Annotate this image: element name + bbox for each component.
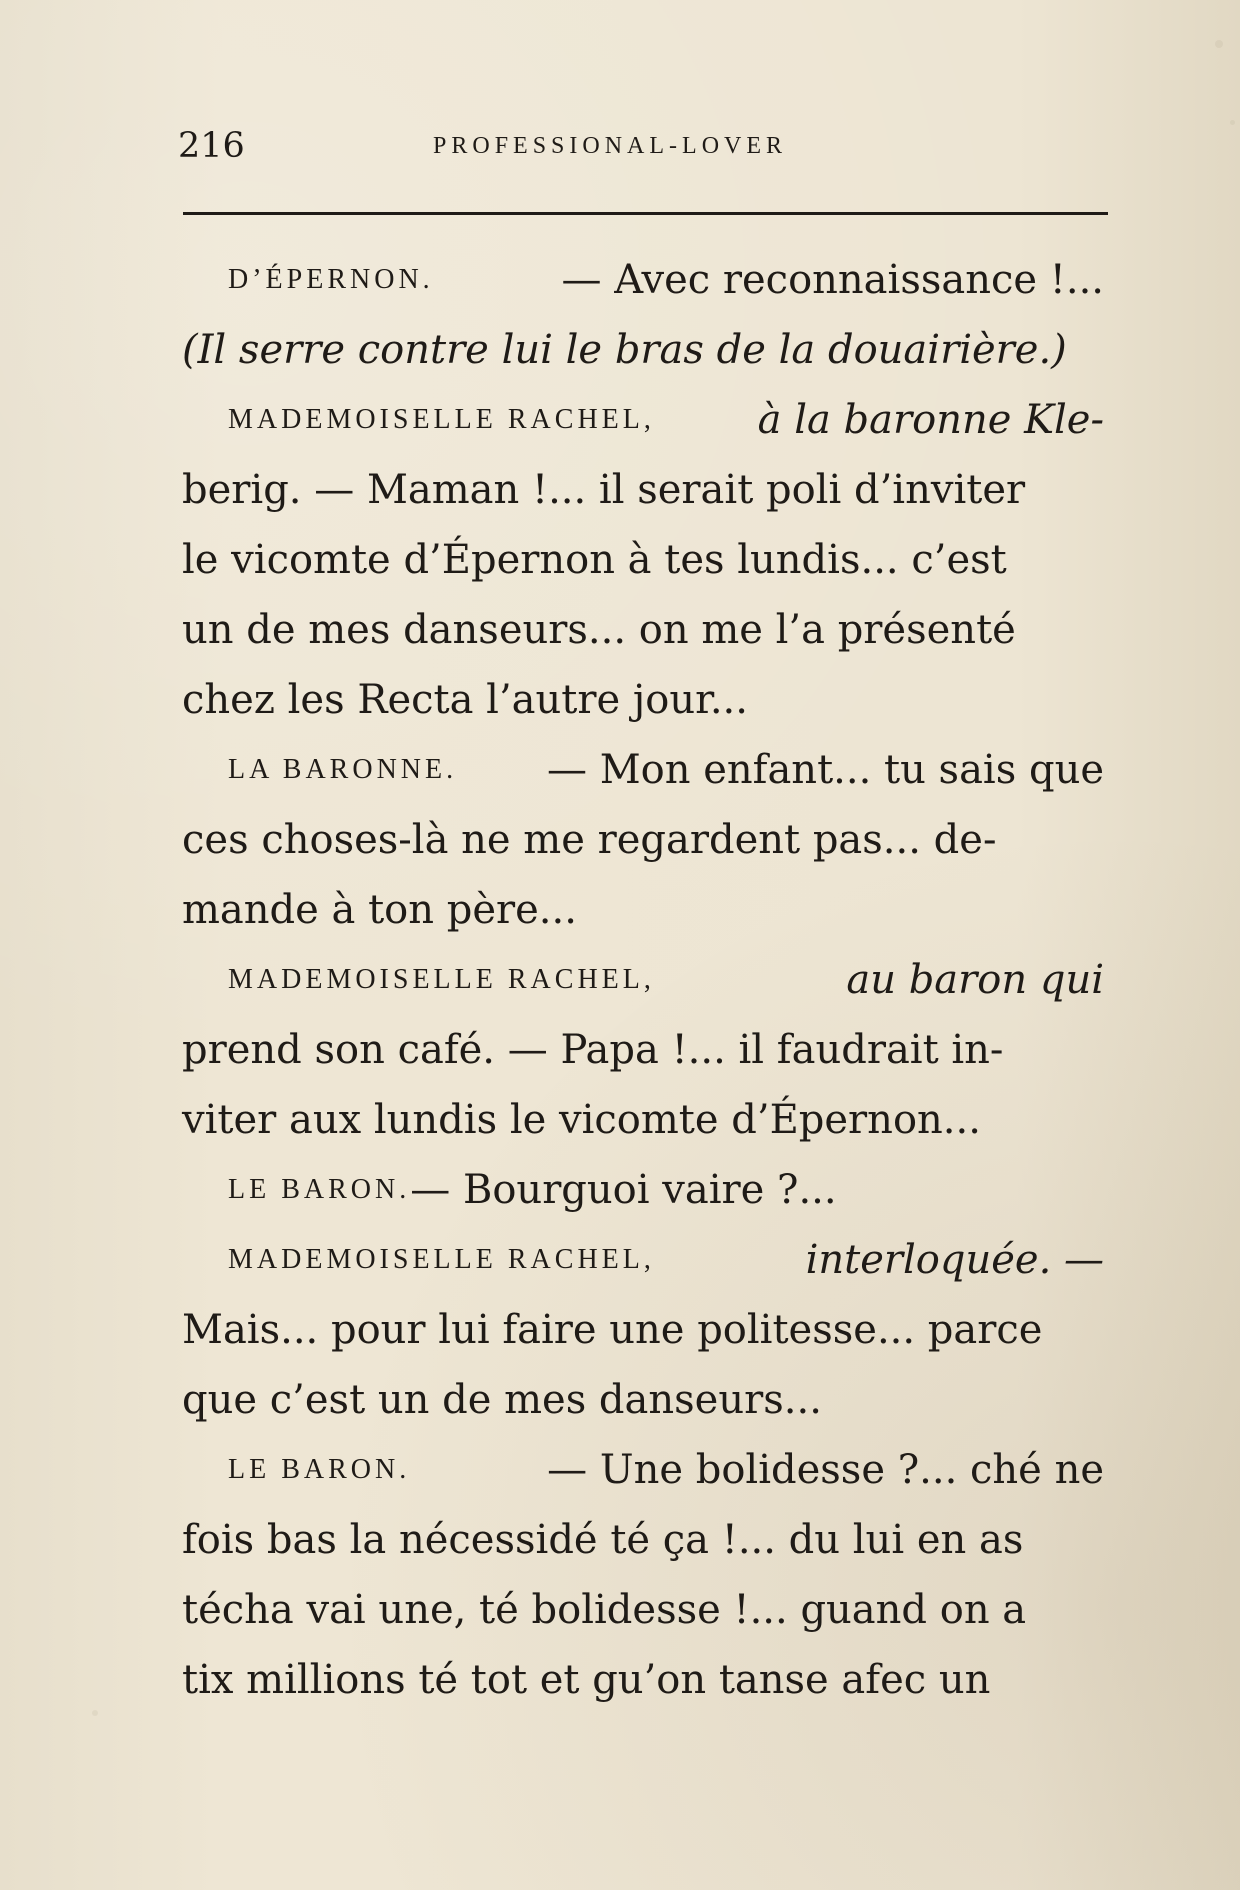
speaker-name: MADEMOISELLE RACHEL, bbox=[228, 1244, 655, 1275]
text-line bbox=[182, 882, 1104, 938]
line-text: fois bas la nécessidé té ça !... du lui en as bbox=[182, 1517, 1024, 1563]
line-text: tix millions té tot et gu’on tanse afec un bbox=[182, 1657, 991, 1703]
line-text: interloquée. — bbox=[805, 1237, 1104, 1283]
paper-spot bbox=[1215, 40, 1223, 48]
line-text: prend son café. — Papa !... il faudrait in- bbox=[182, 1027, 1004, 1073]
text-line bbox=[182, 1582, 1104, 1638]
speaker-name: MADEMOISELLE RACHEL, bbox=[228, 964, 655, 995]
text-line bbox=[182, 1022, 1104, 1078]
line-text: — Mon enfant... tu sais que bbox=[546, 747, 1104, 793]
page-header bbox=[178, 126, 1108, 168]
line-text: un de mes danseurs... on me l’a présenté bbox=[182, 607, 1016, 653]
text-line bbox=[182, 952, 1104, 1008]
line-text: au baron qui bbox=[846, 957, 1104, 1003]
paper-spot bbox=[92, 1710, 98, 1716]
running-title: PROFESSIONAL-LOVER bbox=[433, 133, 788, 159]
stage-direction: (Il serre contre lui le bras de la douairière.) bbox=[182, 327, 1067, 373]
text-line bbox=[182, 672, 1104, 728]
text-line bbox=[182, 1232, 1104, 1288]
text-line bbox=[182, 392, 1104, 448]
paper-spot bbox=[1230, 120, 1235, 125]
speaker-name: LE BARON. bbox=[228, 1454, 411, 1485]
text-line bbox=[182, 1162, 1104, 1218]
line-text: chez les Recta l’autre jour... bbox=[182, 677, 748, 723]
speaker-name: LA BARONNE. bbox=[228, 754, 458, 785]
text-line bbox=[182, 1652, 1104, 1708]
text-line bbox=[182, 322, 1104, 378]
line-text: berig. — Maman !... il serait poli d’inviter bbox=[182, 467, 1026, 513]
text-line bbox=[182, 1092, 1104, 1148]
text-line bbox=[182, 1302, 1104, 1358]
line-text: que c’est un de mes danseurs... bbox=[182, 1377, 822, 1423]
line-text: à la baronne Kle- bbox=[757, 397, 1104, 443]
line-text: mande à ton père... bbox=[182, 887, 577, 933]
speaker-name: LE BARON. bbox=[228, 1174, 411, 1205]
page-number: 216 bbox=[178, 126, 245, 166]
text-line bbox=[182, 742, 1104, 798]
text-line bbox=[182, 252, 1104, 308]
text-line bbox=[182, 812, 1104, 868]
speaker-name: D’ÉPERNON. bbox=[228, 264, 434, 295]
text-line bbox=[182, 532, 1104, 588]
speaker-name: MADEMOISELLE RACHEL, bbox=[228, 404, 655, 435]
text-line bbox=[182, 1372, 1104, 1428]
line-text: — Une bolidesse ?... ché ne bbox=[547, 1447, 1104, 1493]
text-line bbox=[182, 1512, 1104, 1568]
text-line bbox=[182, 602, 1104, 658]
line-text: viter aux lundis le vicomte d’Épernon... bbox=[182, 1097, 981, 1143]
line-text: le vicomte d’Épernon à tes lundis... c’est bbox=[182, 537, 1007, 583]
line-text: Mais... pour lui faire une politesse... parce bbox=[182, 1307, 1043, 1353]
line-text: — Bourguoi vaire ?... bbox=[410, 1167, 837, 1213]
line-text: técha vai une, té bolidesse !... guand on a bbox=[182, 1587, 1027, 1633]
header-rule bbox=[183, 212, 1108, 215]
text-line bbox=[182, 462, 1104, 518]
text-line bbox=[182, 1442, 1104, 1498]
line-text: — Avec reconnaissance !... bbox=[561, 257, 1104, 303]
line-text: ces choses-là ne me regardent pas... de- bbox=[182, 817, 997, 863]
